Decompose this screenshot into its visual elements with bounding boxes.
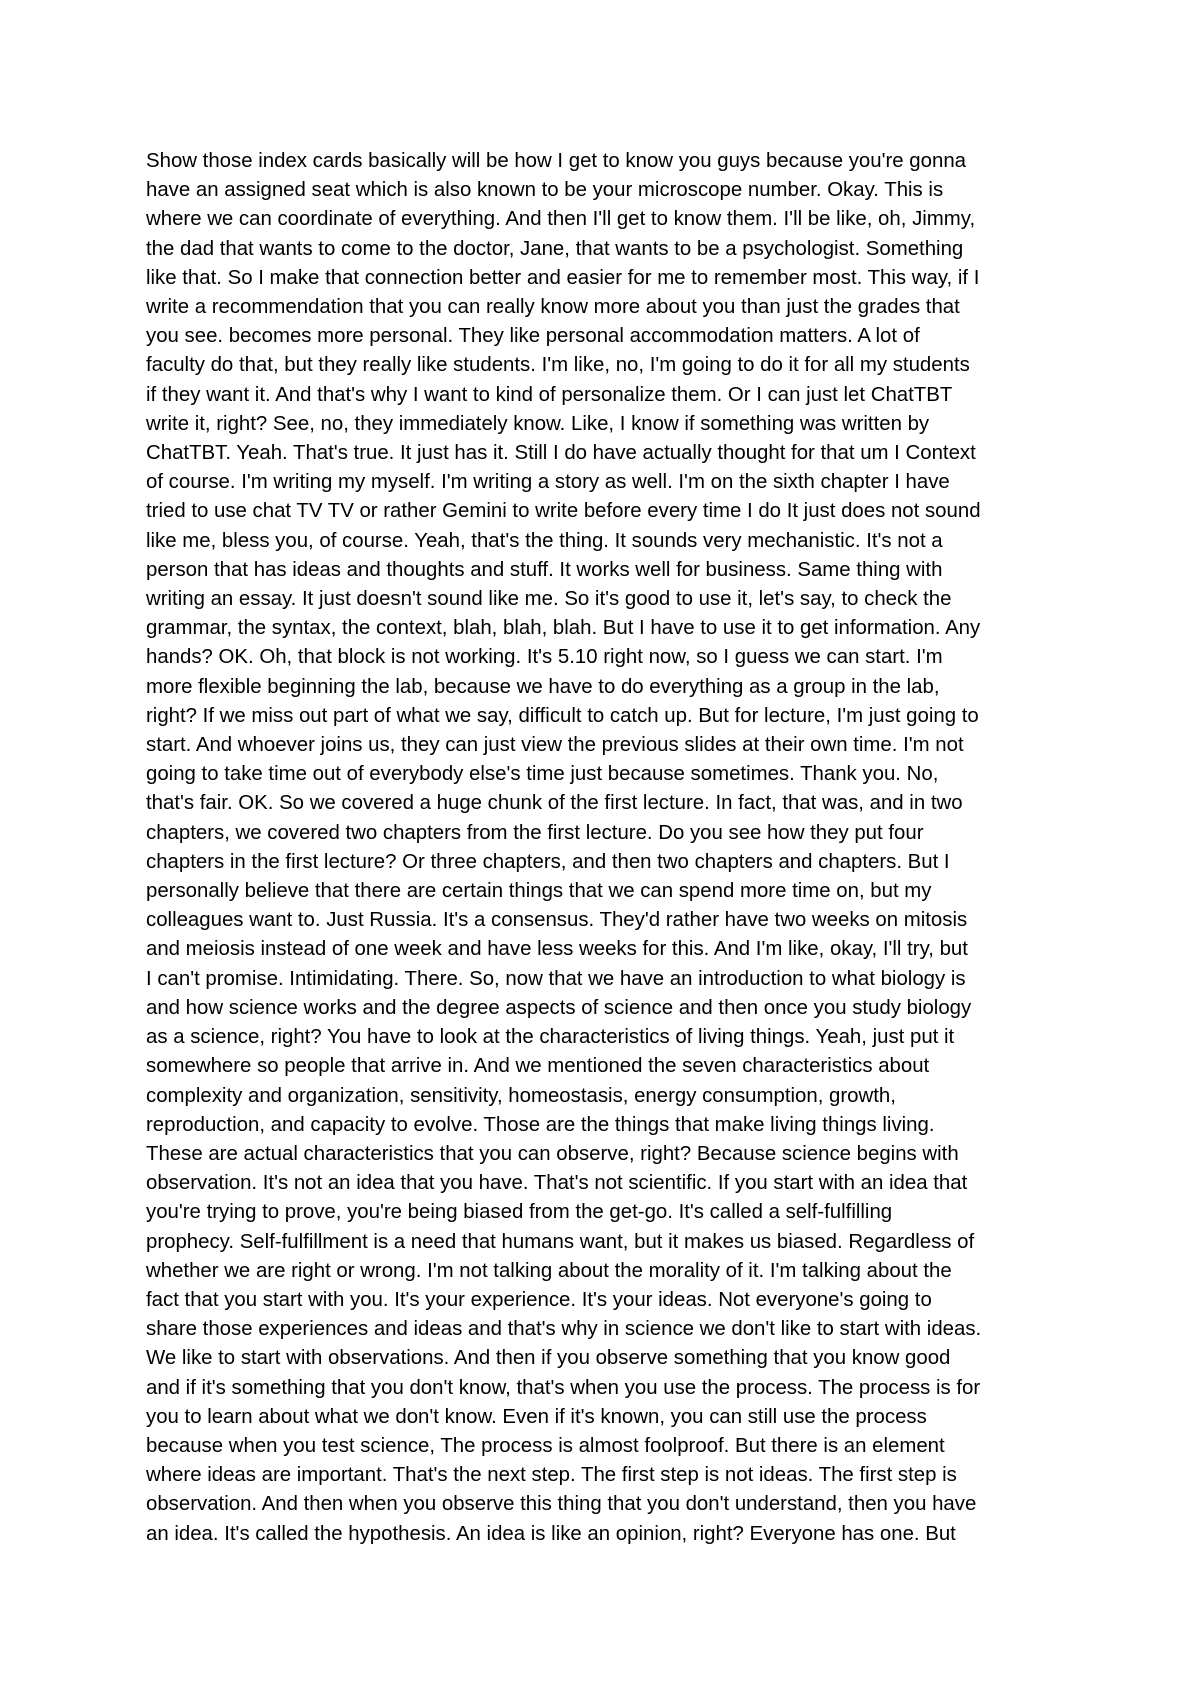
text-line: person that has ideas and thoughts and stuff. It works well for business. Same thing with <box>146 558 943 581</box>
text-line: you're trying to prove, you're being biased from the get-go. It's called a self-fulfilling <box>146 1201 893 1224</box>
text-line: where we can coordinate of everything. And then I'll get to know them. I'll be like, oh, Jimmy, <box>146 208 976 231</box>
text-line: Show those index cards basically will be how I get to know you guys because you're gonna <box>146 150 966 172</box>
text-line: of course. I'm writing my myself. I'm writing a story as well. I'm on the sixth chapter I have <box>146 471 950 494</box>
text-line: that's fair. OK. So we covered a huge chunk of the first lecture. In fact, that was, and in two <box>146 792 963 815</box>
text-line: share those experiences and ideas and that's why in science we don't like to start with ideas. <box>146 1318 982 1341</box>
text-line: We like to start with observations. And then if you observe something that you know good <box>146 1347 951 1370</box>
text-line: somewhere so people that arrive in. And we mentioned the seven characteristics about <box>146 1055 930 1078</box>
text-line: you to learn about what we don't know. Even if it's known, you can still use the process <box>146 1405 927 1428</box>
text-line: write it, right? See, no, they immediately know. Like, I know if something was written by <box>146 412 930 435</box>
text-line: start. And whoever joins us, they can just view the previous slides at their own time. I'm not <box>146 734 964 757</box>
text-line: as a science, right? You have to look at the characteristics of living things. Yeah, just put it <box>146 1026 955 1049</box>
text-line: you see. becomes more personal. They like personal accommodation matters. A lot of <box>146 325 920 348</box>
text-line: complexity and organization, sensitivity, homeostasis, energy consumption, growth, <box>146 1084 896 1107</box>
text-line: and how science works and the degree aspects of science and then once you study biology <box>146 996 972 1019</box>
text-line: ChatTBT. Yeah. That's true. It just has it. Still I do have actually thought for that um I Context <box>146 442 976 465</box>
text-line: I can't promise. Intimidating. There. So, now that we have an introduction to what biology is <box>146 967 966 990</box>
text-line: the dad that wants to come to the doctor, Jane, that wants to be a psychologist. Something <box>146 237 964 260</box>
text-line: colleagues want to. Just Russia. It's a consensus. They'd rather have two weeks on mitosis <box>146 909 968 932</box>
text-line: write a recommendation that you can really know more about you than just the grades that <box>146 296 960 319</box>
text-line: like me, bless you, of course. Yeah, that's the thing. It sounds very mechanistic. It's not a <box>146 529 943 552</box>
text-line: and meiosis instead of one week and have less weeks for this. And I'm like, okay, I'll try, but <box>146 938 968 961</box>
text-line: These are actual characteristics that you can observe, right? Because science begins with <box>146 1142 959 1165</box>
text-line: reproduction, and capacity to evolve. Those are the things that make living things living. <box>146 1113 935 1136</box>
text-line: faculty do that, but they really like students. I'm like, no, I'm going to do it for all my students <box>146 354 970 377</box>
text-line: whether we are right or wrong. I'm not talking about the morality of it. I'm talking about the <box>146 1259 952 1282</box>
text-line: because when you test science, The process is almost foolproof. But there is an element <box>146 1434 945 1457</box>
text-line: observation. And then when you observe this thing that you don't understand, then you have <box>146 1493 977 1516</box>
text-line: observation. It's not an idea that you have. That's not scientific. If you start with an idea that <box>146 1172 968 1195</box>
text-line: fact that you start with you. It's your experience. It's your ideas. Not everyone's going to <box>146 1288 932 1311</box>
text-line: like that. So I make that connection better and easier for me to remember most. This way, if I <box>146 266 980 289</box>
text-line: if they want it. And that's why I want to kind of personalize them. Or I can just let ChatTBT <box>146 383 953 406</box>
text-line: prophecy. Self-fulfillment is a need that humans want, but it makes us biased. Regardless of <box>146 1230 975 1253</box>
text-line: hands? OK. Oh, that block is not working. It's 5.10 right now, so I guess we can start. I'm <box>146 646 943 669</box>
text-line: writing an essay. It just doesn't sound like me. So it's good to use it, let's say, to check the <box>146 588 952 611</box>
text-line: personally believe that there are certain things that we can spend more time on, but my <box>146 880 932 903</box>
text-line: more flexible beginning the lab, because we have to do everything as a group in the lab, <box>146 675 940 698</box>
text-line: have an assigned seat which is also known to be your microscope number. Okay. This is <box>146 179 944 202</box>
text-line: where ideas are important. That's the next step. The first step is not ideas. The first step is <box>146 1464 957 1487</box>
text-line: right? If we miss out part of what we say, difficult to catch up. But for lecture, I'm just going to <box>146 704 979 727</box>
text-line: grammar, the syntax, the context, blah, blah, blah. But I have to use it to get information. Any <box>146 617 981 640</box>
transcript-paragraph <box>146 147 1076 1549</box>
text-line: going to take time out of everybody else's time just because sometimes. Thank you. No, <box>146 763 939 786</box>
text-line: tried to use chat TV TV or rather Gemini to write before every time I do It just does not sound <box>146 500 981 523</box>
text-line: chapters, we covered two chapters from the first lecture. Do you see how they put four <box>146 821 924 844</box>
text-line: an idea. It's called the hypothesis. An idea is like an opinion, right? Everyone has one. But <box>146 1522 956 1545</box>
text-line: and if it's something that you don't know, that's when you use the process. The process is for <box>146 1376 981 1399</box>
text-line: chapters in the first lecture? Or three chapters, and then two chapters and chapters. But I <box>146 850 950 873</box>
